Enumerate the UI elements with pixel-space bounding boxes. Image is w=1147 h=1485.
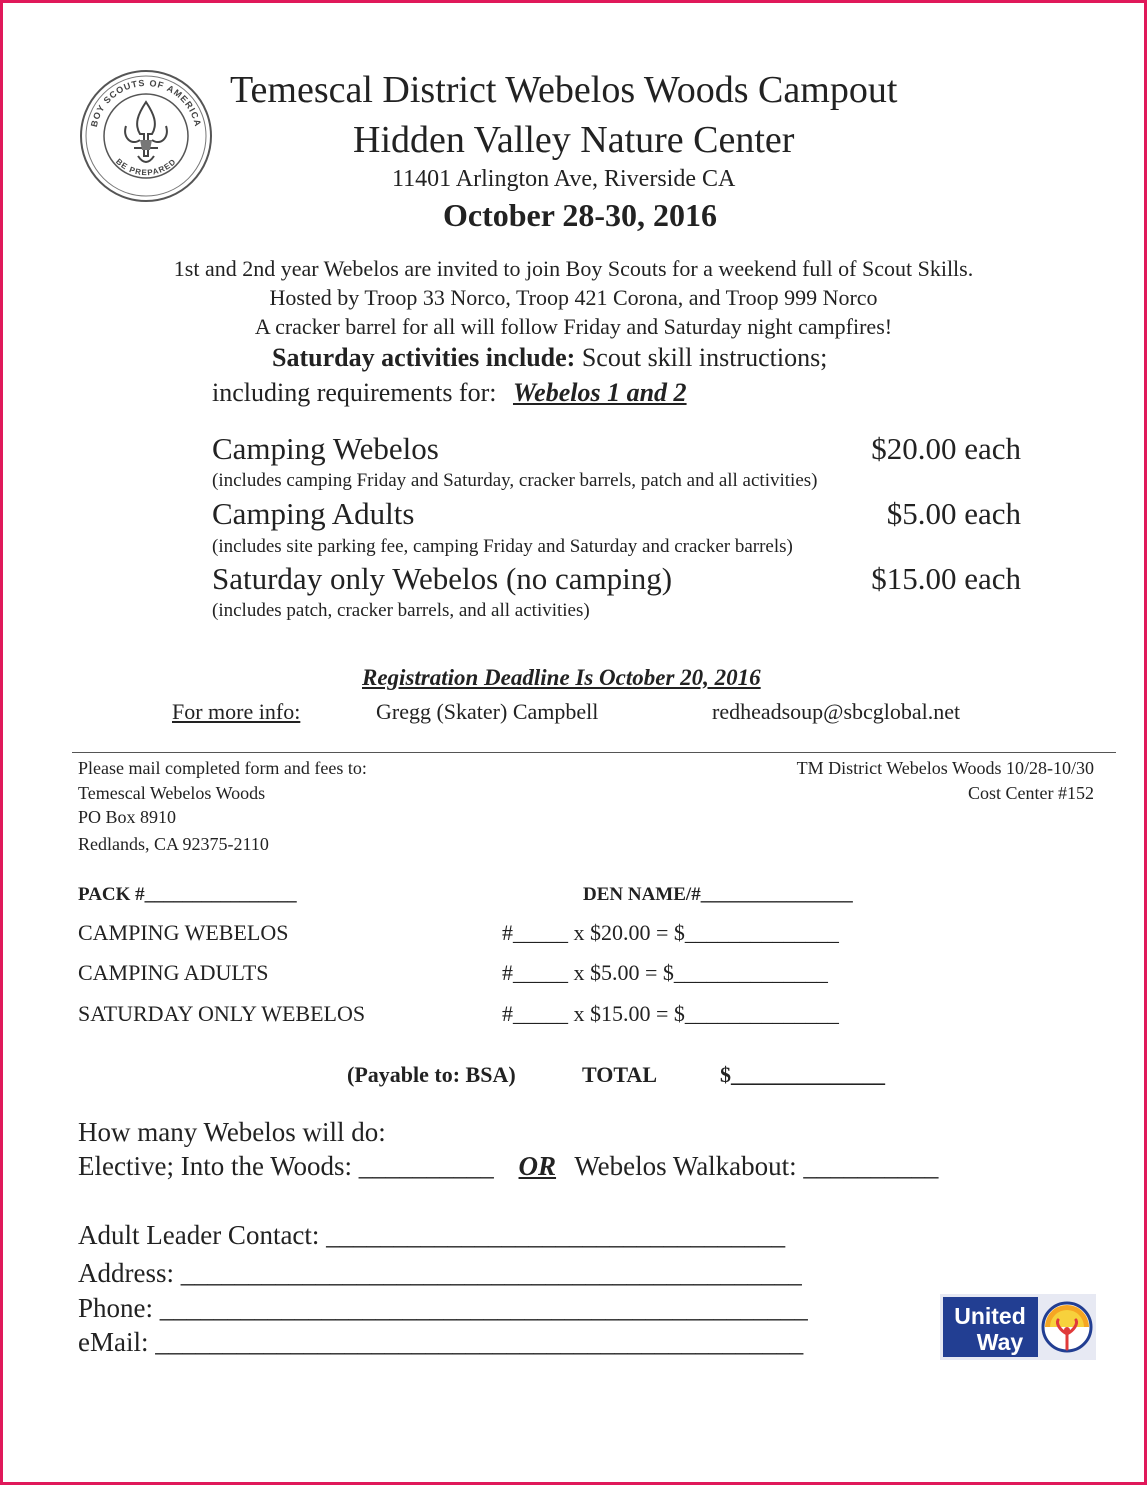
form-row-calc-camping-adults[interactable]: #_____ x $5.00 = $______________ — [502, 960, 828, 985]
activities-text: Scout skill instructions; — [575, 343, 828, 372]
form-row-calc-camping-webelos[interactable]: #_____ x $20.00 = $______________ — [502, 920, 839, 945]
registration-deadline: Registration Deadline Is October 20, 2016 — [362, 665, 761, 690]
more-info-label: For more info: — [172, 699, 301, 724]
activities-line — [272, 343, 827, 373]
requirements-emphasis: Webelos 1 and 2 — [512, 378, 687, 407]
mail-address-line-2: PO Box 8910 — [78, 807, 177, 827]
fee-name-camping-webelos: Camping Webelos — [212, 431, 439, 466]
form-row-calc-saturday-only[interactable]: #_____ x $15.00 = $______________ — [502, 1001, 839, 1026]
den-name-field[interactable]: DEN NAME/#________________ — [583, 884, 853, 905]
event-code: TM District Webelos Woods 10/28-10/30 — [796, 758, 1094, 778]
intro-line-3: A cracker barrel for all will follow Friday and Saturday night campfires! — [254, 314, 893, 339]
divider — [72, 752, 1116, 753]
boy-scouts-seal-logo — [78, 68, 214, 204]
contact-email-link[interactable]: redheadsoup@sbcglobal.net — [712, 699, 961, 724]
intro-line-2: Hosted by Troop 33 Norco, Troop 421 Corona, and Troop 999 Norco — [269, 285, 878, 310]
elective-into-the-woods-field[interactable]: Elective; Into the Woods: __________ — [78, 1151, 494, 1181]
activities-label: Saturday activities include: — [272, 343, 576, 372]
fee-note-camping-adults: (includes site parking fee, camping Friday and Saturday and cracker barrels) — [212, 536, 793, 557]
or-separator: OR — [518, 1151, 557, 1181]
cost-center: Cost Center #152 — [968, 783, 1094, 803]
adult-leader-contact-field[interactable]: Adult Leader Contact: __________________________________ — [78, 1220, 786, 1250]
fee-price-camping-webelos: $20.00 each — [871, 431, 1021, 466]
fee-price-saturday-only: $15.00 each — [871, 561, 1021, 596]
svg-text:Way: Way — [976, 1329, 1024, 1355]
form-row-label-camping-adults: CAMPING ADULTS — [78, 960, 269, 985]
contact-name: Gregg (Skater) Campbell — [376, 699, 599, 724]
fee-price-camping-adults: $5.00 each — [886, 496, 1021, 531]
mail-address-line-3: Redlands, CA 92375-2110 — [78, 834, 269, 854]
fee-note-saturday-only: (includes patch, cracker barrels, and all activities) — [212, 600, 590, 621]
form-row-label-saturday-only: SATURDAY ONLY WEBELOS — [78, 1001, 366, 1026]
fee-name-saturday-only: Saturday only Webelos (no camping) — [212, 561, 673, 596]
intro-line-1: 1st and 2nd year Webelos are invited to join Boy Scouts for a weekend full of Scout Skills. — [173, 256, 974, 281]
requirements-line — [212, 378, 687, 408]
svg-text:BOY SCOUTS OF AMERICA: BOY SCOUTS OF AMERICA — [88, 77, 204, 128]
email-field[interactable]: eMail: ________________________________________________ — [78, 1327, 804, 1357]
venue-name: Hidden Valley Nature Center — [353, 119, 795, 161]
electives-line — [78, 1151, 938, 1182]
united-way-logo — [940, 1294, 1096, 1360]
svg-text:BE PREPARED: BE PREPARED — [114, 156, 178, 178]
payable-to: (Payable to: BSA) — [347, 1062, 516, 1087]
form-row-label-camping-webelos: CAMPING WEBELOS — [78, 920, 289, 945]
fee-name-camping-adults: Camping Adults — [212, 496, 415, 531]
mail-instruction: Please mail completed form and fees to: — [78, 758, 367, 778]
address-field[interactable]: Address: ______________________________________________ — [78, 1258, 802, 1288]
fee-note-camping-webelos: (includes camping Friday and Saturday, cracker barrels, patch and all activities) — [212, 470, 818, 491]
webelos-walkabout-field[interactable]: Webelos Walkabout: __________ — [574, 1151, 939, 1181]
mail-address-line-1: Temescal Webelos Woods — [78, 783, 266, 803]
phone-field[interactable]: Phone: ________________________________________________ — [78, 1293, 808, 1323]
electives-question: How many Webelos will do: — [78, 1117, 386, 1147]
venue-address: 11401 Arlington Ave, Riverside CA — [392, 166, 736, 192]
event-title: Temescal District Webelos Woods Campout — [230, 69, 898, 111]
svg-text:United: United — [954, 1303, 1026, 1329]
total-field[interactable]: $______________ — [720, 1062, 885, 1087]
event-date: October 28-30, 2016 — [443, 197, 718, 233]
requirements-label: including requirements for: — [212, 378, 497, 407]
total-label: TOTAL — [582, 1062, 657, 1087]
pack-number-field[interactable]: PACK #________________ — [78, 884, 297, 905]
